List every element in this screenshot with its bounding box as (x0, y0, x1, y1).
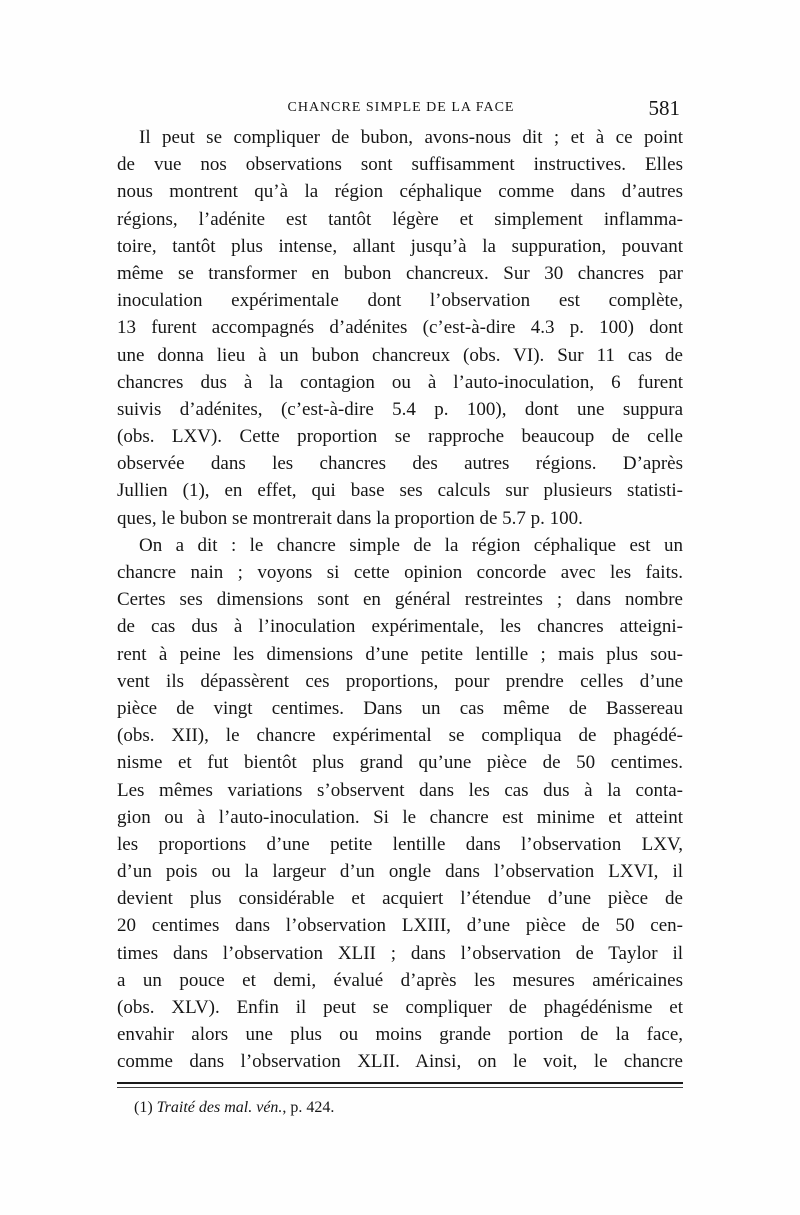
text-line: régions, l’adénite est tantôt légère et simplement inflamma- (117, 208, 683, 230)
text-line: inoculation expérimentale dont l’observation est complète, (117, 290, 683, 312)
text-line: même se transformer en bubon chancreux. Sur 30 chancres par (117, 262, 683, 284)
text-line: d’un pois ou la largeur d’un ongle dans l’observation LXVI, il (117, 861, 683, 883)
text-line: chancres dus à la contagion ou à l’auto-inoculation, 6 furent (117, 371, 683, 393)
text-line: nous montrent qu’à la région céphalique comme dans d’autres (117, 181, 683, 203)
text-line: times dans l’observation XLII ; dans l’observation de Taylor il (117, 942, 683, 964)
footnote-rule (117, 1082, 683, 1084)
footnote (134, 1099, 674, 1117)
text-line: chancre nain ; voyons si cette opinion concorde avec les faits. (117, 562, 683, 583)
text-line: une donna lieu à un bubon chancreux (obs. VI). Sur 11 cas de (117, 344, 683, 366)
text-line: suivis d’adénites, (c’est-à-dire 5.4 p. 100), dont une suppura (117, 398, 683, 420)
text-line: de vue nos observations sont suffisamment instructives. Elles (117, 154, 683, 176)
text-line: envahir alors une plus ou moins grande portion de la face, (117, 1024, 683, 1046)
footnote-ref: (1) (134, 1099, 153, 1116)
text-line: Il peut se compliquer de bubon, avons-nous dit ; et à ce point (139, 127, 683, 148)
text-line: ques, le bubon se montrerait dans la proportion de 5.7 p. 100. (117, 507, 583, 529)
footnote-rest: , p. 424. (282, 1099, 335, 1116)
body-text (117, 124, 683, 1076)
text-line: gion ou à l’auto-inoculation. Si le chancre est minime et atteint (117, 806, 683, 828)
text-line: toire, tantôt plus intense, allant jusqu’à la suppuration, pouvant (117, 235, 683, 257)
text-line: 13 furent accompagnés d’adénites (c’est-à-dire 4.3 p. 100) dont (117, 317, 683, 339)
text-line: a un pouce et demi, évalué d’après les mesures américaines (117, 969, 683, 991)
text-line: comme dans l’observation XLII. Ainsi, on le voit, le chancre (117, 1051, 683, 1073)
text-line: On a dit : le chancre simple de la région céphalique est un (139, 534, 683, 556)
text-line: les proportions d’une petite lentille dans l’observation LXV, (117, 833, 683, 855)
text-line: nisme et fut bientôt plus grand qu’une pièce de 50 centimes. (117, 752, 683, 774)
page-number: 581 (648, 96, 680, 120)
text-line: Certes ses dimensions sont en général restreintes ; dans nombre (117, 589, 683, 611)
text-line: Les mêmes variations s’observent dans les cas dus à la conta- (117, 779, 683, 801)
text-line: (obs. XLV). Enfin il peut se compliquer de phagédénisme et (117, 997, 683, 1018)
footnote-title: Traité des mal. vén. (156, 1099, 283, 1116)
running-title: CHANCRE SIMPLE DE LA FACE (287, 100, 515, 115)
text-line: de cas dus à l’inoculation expérimentale, les chancres atteigni- (117, 616, 683, 638)
text-line: 20 centimes dans l’observation LXIII, d’une pièce de 50 cen- (117, 915, 683, 937)
text-line: Jullien (1), en effet, qui base ses calculs sur plusieurs statisti- (117, 480, 683, 502)
text-line: observée dans les chancres des autres régions. D’après (117, 453, 683, 475)
footnote-rule-thin (117, 1087, 683, 1088)
text-line: devient plus considérable et acquiert l’étendue d’une pièce de (117, 888, 683, 910)
text-line: (obs. XII), le chancre expérimental se compliqua de phagédé- (117, 725, 683, 747)
running-head (118, 96, 684, 124)
text-line: pièce de vingt centimes. Dans un cas même de Bassereau (117, 697, 683, 719)
text-line: vent ils dépassèrent ces proportions, pour prendre celles d’une (117, 670, 683, 692)
text-line: (obs. LXV). Cette proportion se rapproche beaucoup de celle (117, 426, 683, 448)
text-line: rent à peine les dimensions d’une petite lentille ; mais plus sou- (117, 643, 683, 665)
